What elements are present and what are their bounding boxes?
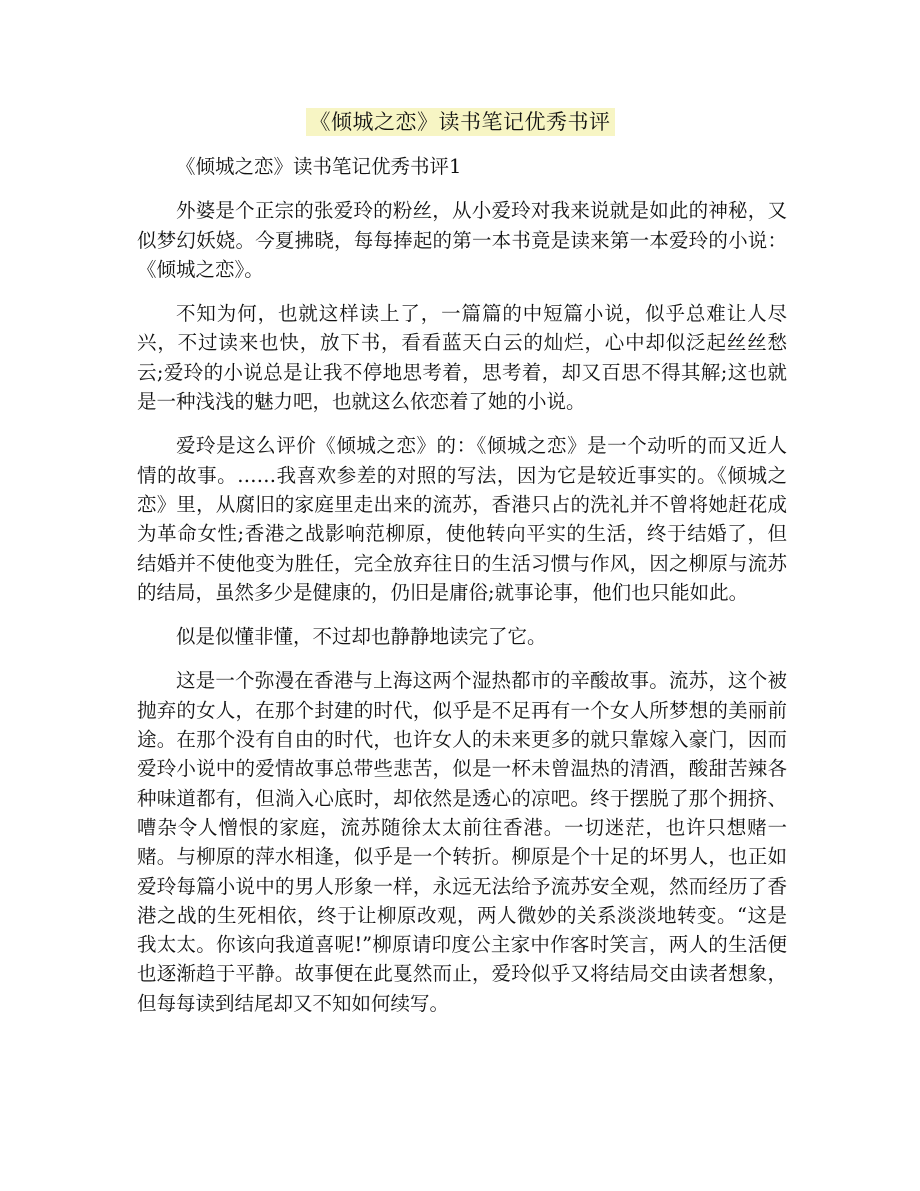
document-subtitle: 《倾城之恋》读书笔记优秀书评1 bbox=[176, 155, 462, 178]
document-body bbox=[137, 152, 787, 1033]
paragraph: 不知为何，也就这样读上了，一篇篇的中短篇小说，似乎总难让人尽兴，不过读来也快，放下书，看看蓝天白云的灿烂，心中却似泛起丝丝愁云;爱玲的小说总是让我不停地思考着，思考着，却又百思不得其解;这也就是一种浅浅的魅力吧，也就这么依恋着了她的小说。 bbox=[137, 302, 787, 414]
document-title: 《倾城之恋》读书笔记优秀书评 bbox=[306, 108, 615, 136]
paragraph: 这是一个弥漫在香港与上海这两个湿热都市的辛酸故事。流苏，这个被抛弃的女人，在那个封建的时代，似乎是不足再有一个女人所梦想的美丽前途。在那个没有自由的时代，也许女人的未来更多的就只靠嫁入豪门，因而爱玲小说中的爱情故事总带些悲苦，似是一杯未曾温热的清酒，酸甜苦辣各种味道都有，但淌入心底时，却依然是透心的凉吧。终于摆脱了那个拥挤、嘈杂令人憎恨的家庭，流苏随徐太太前往香港。一切迷茫，也许只想赌一赌。与柳原的萍水相逢，似乎是一个转折。柳原是个十足的坏男人，也正如爱玲每篇小说中的男人形象一样，永远无法给予流苏安全观，然而经历了香港之战的生死相依，终于让柳原改观，两人微妙的关系淡淡地转变。“这是我太太。你该向我道喜呢!”柳原请印度公主家中作客时笑言，两人的生活便也逐渐趋于平静。故事便在此戛然而止，爱玲似乎又将结局交由读者想象，但每每读到结尾却又不知如何续写。 bbox=[137, 669, 787, 1015]
paragraph: 爱玲是这么评价《倾城之恋》的：《倾城之恋》是一个动听的而又近人情的故事。……我喜欢参差的对照的写法，因为它是较近事实的。《倾城之恋》里，从腐旧的家庭里走出来的流苏，香港只占的洗礼并不曾将她赶花成为革命女性;香港之战影响范柳原，使他转向平实的生活，终于结婚了，但结婚并不使他变为胜任，完全放弃往日的生活习惯与作风，因之柳原与流苏的结局，虽然多少是健康的，仍旧是庸俗;就事论事，他们也只能如此。 bbox=[137, 434, 787, 604]
title-container bbox=[0, 108, 920, 136]
paragraph: 似是似懂非懂，不过却也静静地读完了它。 bbox=[176, 625, 547, 649]
paragraph: 外婆是个正宗的张爱玲的粉丝，从小爱玲对我来说就是如此的神秘，又似梦幻妖娆。今夏拂晓，每每捧起的第一本书竟是读来第一本爱玲的小说：《倾城之恋》。 bbox=[137, 199, 787, 281]
